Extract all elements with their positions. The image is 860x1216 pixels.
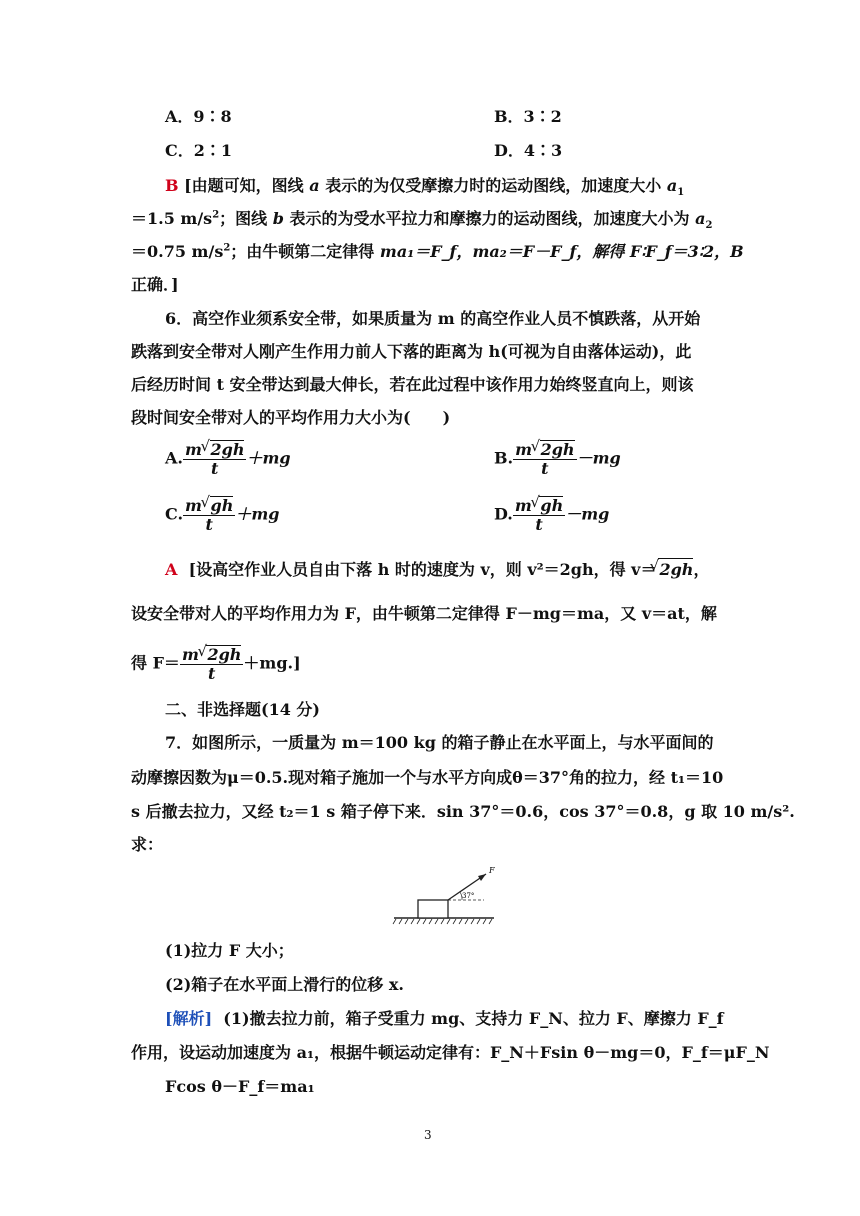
q7-answer-line3: Fcos θ－F_f＝ma₁ xyxy=(165,1077,315,1096)
q5-answer-line4: 正确．] xyxy=(131,275,179,294)
q5-answer-letter: B xyxy=(165,176,179,195)
q7-line2: 动摩擦因数为μ＝0.5.现对箱子施加一个与水平方向成θ＝37°角的拉力，经 t₁＝10 xyxy=(131,768,724,787)
q5-answer-line2: ＝1.5 $m/s^2$；图线 b 表示的为受水平拉力和摩擦力的运动图线，加速度大小为 $a_2$ xyxy=(131,209,713,232)
analysis-tag: [解析] xyxy=(165,1009,213,1028)
section-heading: 二、非选择题(14 分) xyxy=(165,700,320,719)
box-force-diagram xyxy=(392,864,498,928)
q7-sub1: (1)拉力 F 大小； xyxy=(165,941,294,960)
q7-answer-line2: 作用，设运动加速度为 a₁，根据牛顿运动定律有：F_N＋Fsin θ－mg＝0，F_f＝μF_N xyxy=(131,1043,770,1062)
fraction: $\frac{m √ 2gh}{t}$ xyxy=(180,645,243,683)
fraction: $\frac{m √ gh}{t}$ xyxy=(183,496,235,534)
q7-line3: s 后撤去拉力，又经 t₂＝1 s 箱子停下来．sin 37°＝0.6，cos 37°＝0.8，g 取 10 m/s². xyxy=(131,802,795,821)
q6-answer-line2: 设安全带对人的平均作用力为 F，由牛顿第二定律得 F－mg＝ma，又 v＝at，解 xyxy=(131,604,717,623)
q5-option-b: B．3∶2 xyxy=(494,107,562,126)
q7-line4: 求： xyxy=(131,835,164,854)
arrowhead xyxy=(478,874,486,881)
q6-option-a: A. $\frac{m √ 2gh}{t}$ ＋mg xyxy=(165,440,291,478)
q5-answer-line3: ＝0.75 $m/s^2$；由牛顿第二定律得 ma₁＝F_f，ma₂＝F－F_f，解得 F∶F_f＝3∶2，B xyxy=(131,242,744,261)
q6-option-d: D. $\frac{m √ gh}{t}$ －mg xyxy=(494,496,609,534)
ground-hatching xyxy=(393,919,492,924)
q6-line3: 后经历时间 t 安全带达到最大伸长，若在此过程中该作用力始终竖直向上，则该 xyxy=(131,375,694,394)
q5-option-c: C．2∶1 xyxy=(165,141,233,160)
fraction: $\frac{m √ 2gh}{t}$ xyxy=(513,440,576,478)
force-label: F xyxy=(489,866,495,875)
q7-sub2: (2)箱子在水平面上滑行的位移 x. xyxy=(165,975,404,994)
q6-option-c: C. $\frac{m √ gh}{t}$ ＋mg xyxy=(165,496,280,534)
q6-option-b: B. $\frac{m √ 2gh}{t}$ －mg xyxy=(494,440,621,478)
fraction: $\frac{m √ 2gh}{t}$ xyxy=(183,440,246,478)
page-number: 3 xyxy=(424,1128,432,1142)
fraction: $\frac{m √ gh}{t}$ xyxy=(513,496,565,534)
q5-answer-line1: B [由题可知，图线 a 表示的为仅受摩擦力时的运动图线，加速度大小 $a_1$ xyxy=(165,176,685,199)
angle-label: 37° xyxy=(462,892,475,900)
q6-line2: 跌落到安全带对人刚产生作用力前人下落的距离为 h(可视为自由落体运动)，此 xyxy=(131,342,692,361)
q5-option-d: D．4∶3 xyxy=(494,141,563,160)
q5-option-a: A．9∶8 xyxy=(165,107,232,126)
q7-line1: 7．如图所示，一质量为 m＝100 kg 的箱子静止在水平面上，与水平面间的 xyxy=(165,733,714,752)
q6-answer-letter: A xyxy=(165,560,178,579)
q6-line1: 6．高空作业须系安全带，如果质量为 m 的高空作业人员不慎跌落，从开始 xyxy=(165,309,701,328)
q6-answer-line3: 得 F＝ $\frac{m √ 2gh}{t}$ ＋mg.] xyxy=(131,645,301,683)
box xyxy=(418,900,448,918)
q6-line4: 段时间安全带对人的平均作用力大小为( ) xyxy=(131,408,451,427)
q6-answer-line1: A [设高空作业人员自由下落 h 时的速度为 v，则 v²＝2gh，得 v＝√ 2gh， xyxy=(165,558,709,581)
q7-answer-line1: [解析] (1)撤去拉力前，箱子受重力 mg、支持力 F_N、拉力 F、摩擦力 F_f xyxy=(165,1009,724,1028)
